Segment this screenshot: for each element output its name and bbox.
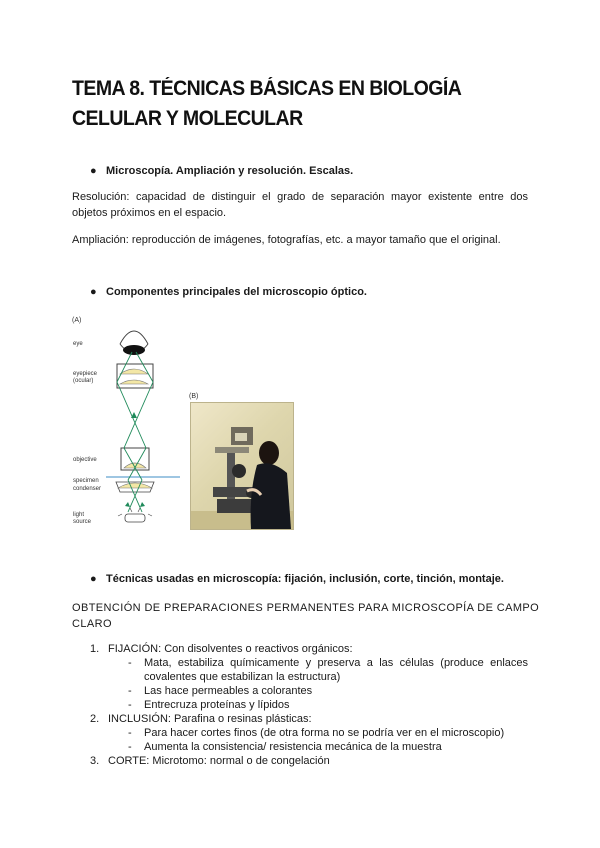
label-ocular: (ocular) [73, 378, 94, 384]
bullet-componentes [90, 286, 367, 298]
list-item-text: CORTE: Microtomo: normal o de congelación [108, 755, 330, 767]
bullet-dot: ● [90, 165, 97, 177]
document-title: TEMA 8. TÉCNICAS BÁSICAS EN BIOLOGÍA CELULAR Y MOLECULAR [72, 77, 461, 130]
label-eyepiece: eyepiece [73, 371, 98, 377]
bullet-dot: ● [90, 573, 97, 585]
bullet-tecnicas [90, 573, 504, 585]
list-item-text: FIJACIÓN: Con disolventes o reactivos orgánicos: [108, 643, 353, 655]
list-item-corte [72, 754, 542, 768]
bullet-text: Componentes principales del microscopio óptico. [106, 286, 367, 298]
panel-a-label: (A) [72, 317, 82, 324]
sub-item-text: Entrecruza proteínas y lípidos [144, 699, 290, 711]
microscope-photo [188, 390, 294, 530]
list-item-fijacion [72, 642, 542, 656]
light-source-icon [118, 508, 152, 522]
list-item-text: INCLUSIÓN: Parafina o resinas plásticas: [108, 713, 312, 725]
sub-item-text: Para hacer cortes finos (de otra forma no se podría ver en el microscopio) [144, 727, 505, 739]
label-eye: eye [73, 341, 83, 347]
label-condenser: condenser [73, 486, 102, 492]
sub-item-text: Aumenta la consistencia/ resistencia mecánica de la muestra [144, 741, 442, 753]
microscope-diagram [70, 312, 188, 530]
sub-item: - Aumenta la consistencia/ resistencia mecánica de la muestra [128, 741, 442, 753]
list-item-inclusion [72, 712, 542, 726]
bullet-microscopia [90, 165, 353, 177]
sub-item: - Entrecruza proteínas y lípidos [128, 699, 290, 711]
label-specimen: specimen [73, 478, 99, 484]
eyepiece-lens [117, 364, 153, 388]
label-objective: objective [73, 457, 97, 463]
sub-item: - Para hacer cortes finos (de otra forma no se podría ver en el microscopio) [128, 727, 505, 739]
paragraph-resolucion: Resolución: capacidad de distinguir el grado de separación mayor existente entre dos objetos próximos en el espacio. [72, 191, 528, 219]
eye-icon [120, 331, 148, 355]
photo-frame [190, 402, 294, 530]
sub-item-text: Las hace permeables a colorantes [144, 685, 313, 697]
section-heading: OBTENCIÓN DE PREPARACIONES PERMANENTES PARA MICROSCOPÍA DE CAMPO CLARO [72, 602, 540, 630]
list-number: 2. [90, 713, 100, 725]
numbered-list [72, 642, 542, 768]
sub-item: - Las hace permeables a colorantes [128, 685, 313, 697]
paragraph-ampliacion: Ampliación: reproducción de imágenes, fotografías, etc. a mayor tamaño que el original. [72, 234, 501, 246]
condenser-lens [116, 482, 154, 492]
label-light: light [73, 512, 85, 518]
list-number: 1. [90, 643, 100, 655]
panel-b-label: (B) [189, 393, 199, 400]
bullet-dot: ● [90, 286, 97, 298]
bullet-text: Microscopía. Ampliación y resolución. Escalas. [106, 165, 354, 177]
label-source: source [73, 519, 92, 525]
bullet-text: Técnicas usadas en microscopía: fijación, inclusión, corte, tinción, montaje. [106, 573, 504, 585]
list-number: 3. [90, 755, 100, 767]
sub-item: - Mata, estabiliza químicamente y preserva a las células (produce enlaces covalentes que estabilizan la estructura) [128, 657, 528, 683]
sub-item-text: Mata, estabiliza químicamente y preserva a las células (produce enlaces covalentes que estabilizan la estructura) [144, 657, 528, 683]
